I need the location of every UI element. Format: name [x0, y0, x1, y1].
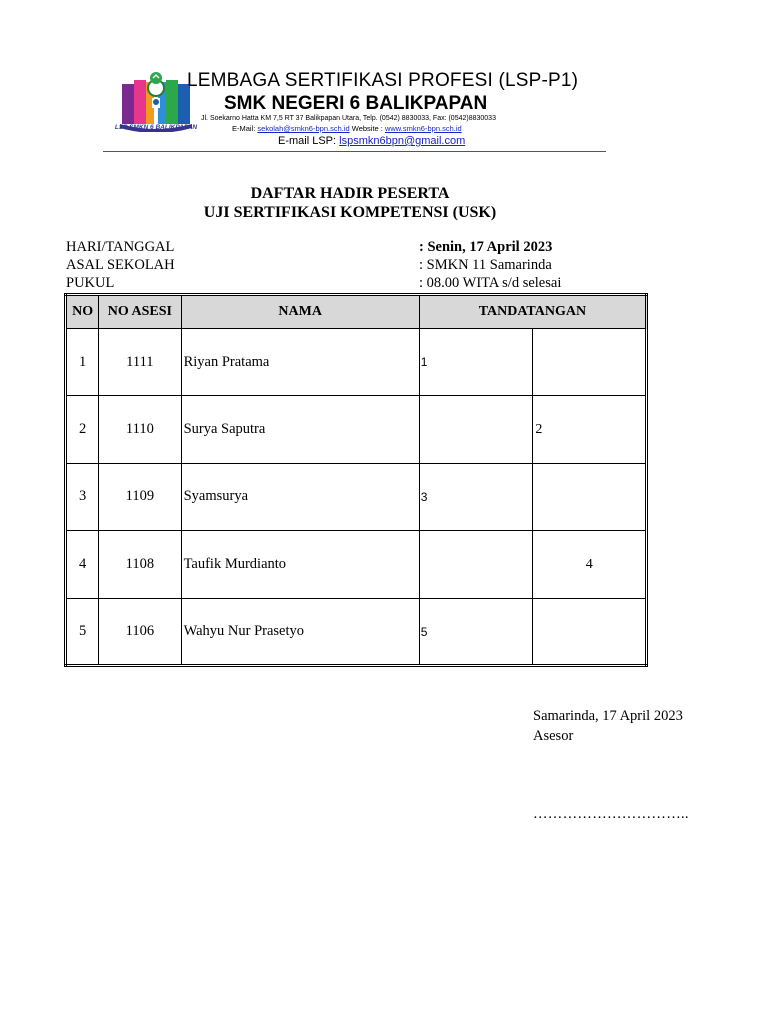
- row-no: 4: [66, 531, 99, 598]
- signature-line: …………………………..: [533, 806, 689, 822]
- lsp-email-line: [278, 135, 465, 147]
- info-value-time: : 08.00 WITA s/d selesai: [419, 275, 562, 291]
- signature-cell-left: [419, 598, 533, 665]
- row-nama: Syamsurya: [181, 463, 419, 530]
- row-no: 2: [66, 396, 99, 463]
- row-no: 1: [66, 329, 99, 396]
- header-divider: [103, 151, 606, 152]
- website-label: Website :: [349, 124, 385, 133]
- email-link[interactable]: sekolah@smkn6-bpn.sch.id: [257, 124, 350, 133]
- row-no-asesi: 1111: [99, 329, 181, 396]
- info-label-school: ASAL SEKOLAH: [66, 257, 175, 273]
- email-label: E-Mail:: [232, 124, 258, 133]
- signature-cell-left: [419, 396, 533, 463]
- signature-cell-left: [419, 329, 533, 396]
- info-label-time: PUKUL: [66, 275, 115, 291]
- row-nama: Surya Saputra: [181, 396, 419, 463]
- attendance-table: [64, 293, 648, 667]
- table-row: [66, 531, 647, 598]
- row-no: 5: [66, 598, 99, 665]
- header-no-asesi: NO ASESI: [99, 295, 181, 329]
- signature-number: 1: [420, 355, 428, 369]
- header-tandatangan: TANDATANGAN: [419, 295, 646, 329]
- school-name: SMK NEGERI 6 BALIKPAPAN: [224, 93, 488, 114]
- org-name: LEMBAGA SERTIFIKASI PROFESI (LSP-P1): [187, 70, 579, 91]
- info-label-date: HARI/TANGGAL: [66, 239, 175, 255]
- website-link[interactable]: www.smkn6-bpn.sch.id: [384, 124, 462, 133]
- header-no: NO: [66, 295, 99, 329]
- assessor-role: Asesor: [533, 728, 574, 744]
- info-value-school: : SMKN 11 Samarinda: [419, 257, 552, 273]
- row-no: 3: [66, 463, 99, 530]
- signature-cell-right: [533, 396, 647, 463]
- document-title: DAFTAR HADIR PESERTA: [250, 185, 450, 202]
- signature-cell-right: [533, 598, 647, 665]
- header-nama: NAMA: [181, 295, 419, 329]
- signature-number: 4: [585, 557, 593, 573]
- row-no-asesi: 1109: [99, 463, 181, 530]
- signature-number: 2: [535, 422, 543, 438]
- table-header-row: [66, 295, 647, 329]
- row-no-asesi: 1106: [99, 598, 181, 665]
- row-no-asesi: 1108: [99, 531, 181, 598]
- table-row: [66, 396, 647, 463]
- row-no-asesi: 1110: [99, 396, 181, 463]
- table-row: [66, 463, 647, 530]
- row-nama: Riyan Pratama: [181, 329, 419, 396]
- signature-cell-right: [533, 329, 647, 396]
- signature-number: 5: [420, 624, 428, 639]
- lsp-logo: [114, 68, 198, 132]
- signature-number: 3: [420, 489, 428, 504]
- signature-cell-right: [533, 463, 647, 530]
- row-nama: Taufik Murdianto: [181, 531, 419, 598]
- address-line: Jl. Soekarno Hatta KM 7,5 RT 37 Balikpapan Utara, Telp. (0542) 8830033, Fax: (0542)8830033: [201, 115, 496, 122]
- logo-caption: LSP SMKN 6 BALIKPAPAN: [114, 124, 198, 131]
- lsp-email-link[interactable]: lspsmkn6bpn@gmail.com: [339, 135, 466, 147]
- contact-line: [232, 124, 462, 133]
- signature-cell-right: [533, 531, 647, 598]
- place-date: Samarinda, 17 April 2023: [533, 708, 683, 724]
- signature-cell-left: [419, 531, 533, 598]
- document-subtitle: UJI SERTIFIKASI KOMPETENSI (USK): [203, 204, 497, 221]
- table-row: [66, 598, 647, 665]
- info-value-date: : Senin, 17 April 2023: [419, 239, 553, 255]
- signature-cell-left: [419, 463, 533, 530]
- lsp-email-label: E-mail LSP:: [278, 135, 340, 147]
- table-row: [66, 329, 647, 396]
- row-nama: Wahyu Nur Prasetyo: [181, 598, 419, 665]
